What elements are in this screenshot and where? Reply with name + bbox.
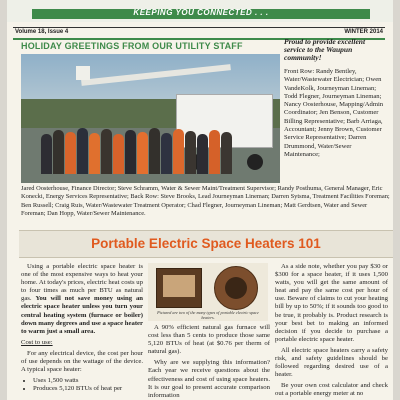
bullet-item: • Uses 1,500 watts [33,377,143,385]
paragraph: For any electrical device, the cost per hour of use depends on the wattage of the device. A typical space heater: [21,349,143,374]
heaters-banner [19,230,393,258]
photo-caption: Jared Oosterhouse, Finance Director; Steve Schramm, Water & Sewer Maint/Treatment Supervisor; Randy Posthuma, General Manager, Eric Konecki, Energy Services Representative; Back Row: Steve Brooks, Lead Journeyman Lineman; Darren Sytsma, Treatment Facilities Foreman; Ben Russell; Craig Ruis, Water/Wastewater Treatment Operator; Chad Flegner, Journeyman Lineman; Matt Gerdtsen, Water and Sewer Foreman; Dan Hopp, Water/Sewer Maintenance. [21,185,390,218]
staff-photo [21,54,280,183]
season: WINTER 2014 [344,29,383,35]
newsletter-page [7,0,393,400]
paragraph: A 90% efficient natural gas furnace will cost less than 5 cents to produce those same 5,120 BTUs of heat (at $0.76 per therm of natural gas). [148,324,270,356]
bold-advice: You will not save money using an electric space heater unless you turn your central heating system (furnace or boiler) down many degrees and use a space heater to warm just a small area. [21,295,144,335]
article-column-3 [275,263,388,400]
subheading-cost: Cost to use: [21,338,53,346]
staff-sidebar [284,38,388,159]
holiday-headline: HOLIDAY GREETINGS FROM OUR UTILITY STAFF [21,41,243,51]
masthead-band [7,0,393,22]
panel-heater-image [156,268,202,308]
article-column-1 [21,263,143,393]
tagline-bar [32,9,370,19]
front-row-names: Front Row: Randy Bentley, Water/Wastewater Electrician; Owen VandeKolk, Journeyman Lineman; Todd Flegner, Journeyman Lineman; Nancy Oosterhouse, Mapping/Admin Coordinator; Jen Benson, Customer Billing Representative; Barb Arriaga, Accountant; Jenny Brown, Customer Service Representative; Darren Drummond, Water/Sewer Maintenance; [284,68,384,158]
paragraph: As a side note, whether you pay $30 or $300 for a space heater, if it uses 1,500 watts, you will get the same amount of heat and pay the same cost per hour of use. Beware of claims to cut your heating bill by up to 50%; if it sounds too good to be true, it probably is. Product research is your best bet to making an informed decision if you decide to purchase a portable electric space heater. [275,263,388,343]
paragraph: Be your own cost calculator and check out a portable energy meter at no [275,382,388,398]
heaters-title: Portable Electric Space Heaters 101 [91,236,321,251]
volume-issue: Volume 18, Issue 4 [15,29,69,35]
image-caption: Pictured are two of the many types of portable electric space heaters. [157,310,259,320]
heaters-image [148,263,268,321]
paragraph: All electric space heaters carry a safety risk, and safety guidelines should be followed regarding desired use of a heater. [275,346,388,379]
round-heater-image [214,266,258,310]
paragraph: Using a portable electric space heater is one of the most expensive ways to heat your home. At today's prices, electric heat costs up to four times as much per BTU as natural gas. You will not save money using an electric space heater unless you turn your central heating system (furnace or boiler) down many degrees and use a space heater to warm just a small area. [21,263,144,335]
proud-statement: Proud to provide excellent service to the Waupun community! [284,37,366,62]
article-column-2 [148,263,270,400]
bullet-item: • Produces 5,120 BTUs of heat per [33,385,143,393]
paragraph: Why are we supplying this information? Each year we receive questions about the effectiveness and cost of using space heaters. It is our goal to present accurate comparison information [148,359,270,399]
cost-bullets [21,377,143,393]
tagline: KEEPING YOU CONNECTED . . . [133,8,269,17]
